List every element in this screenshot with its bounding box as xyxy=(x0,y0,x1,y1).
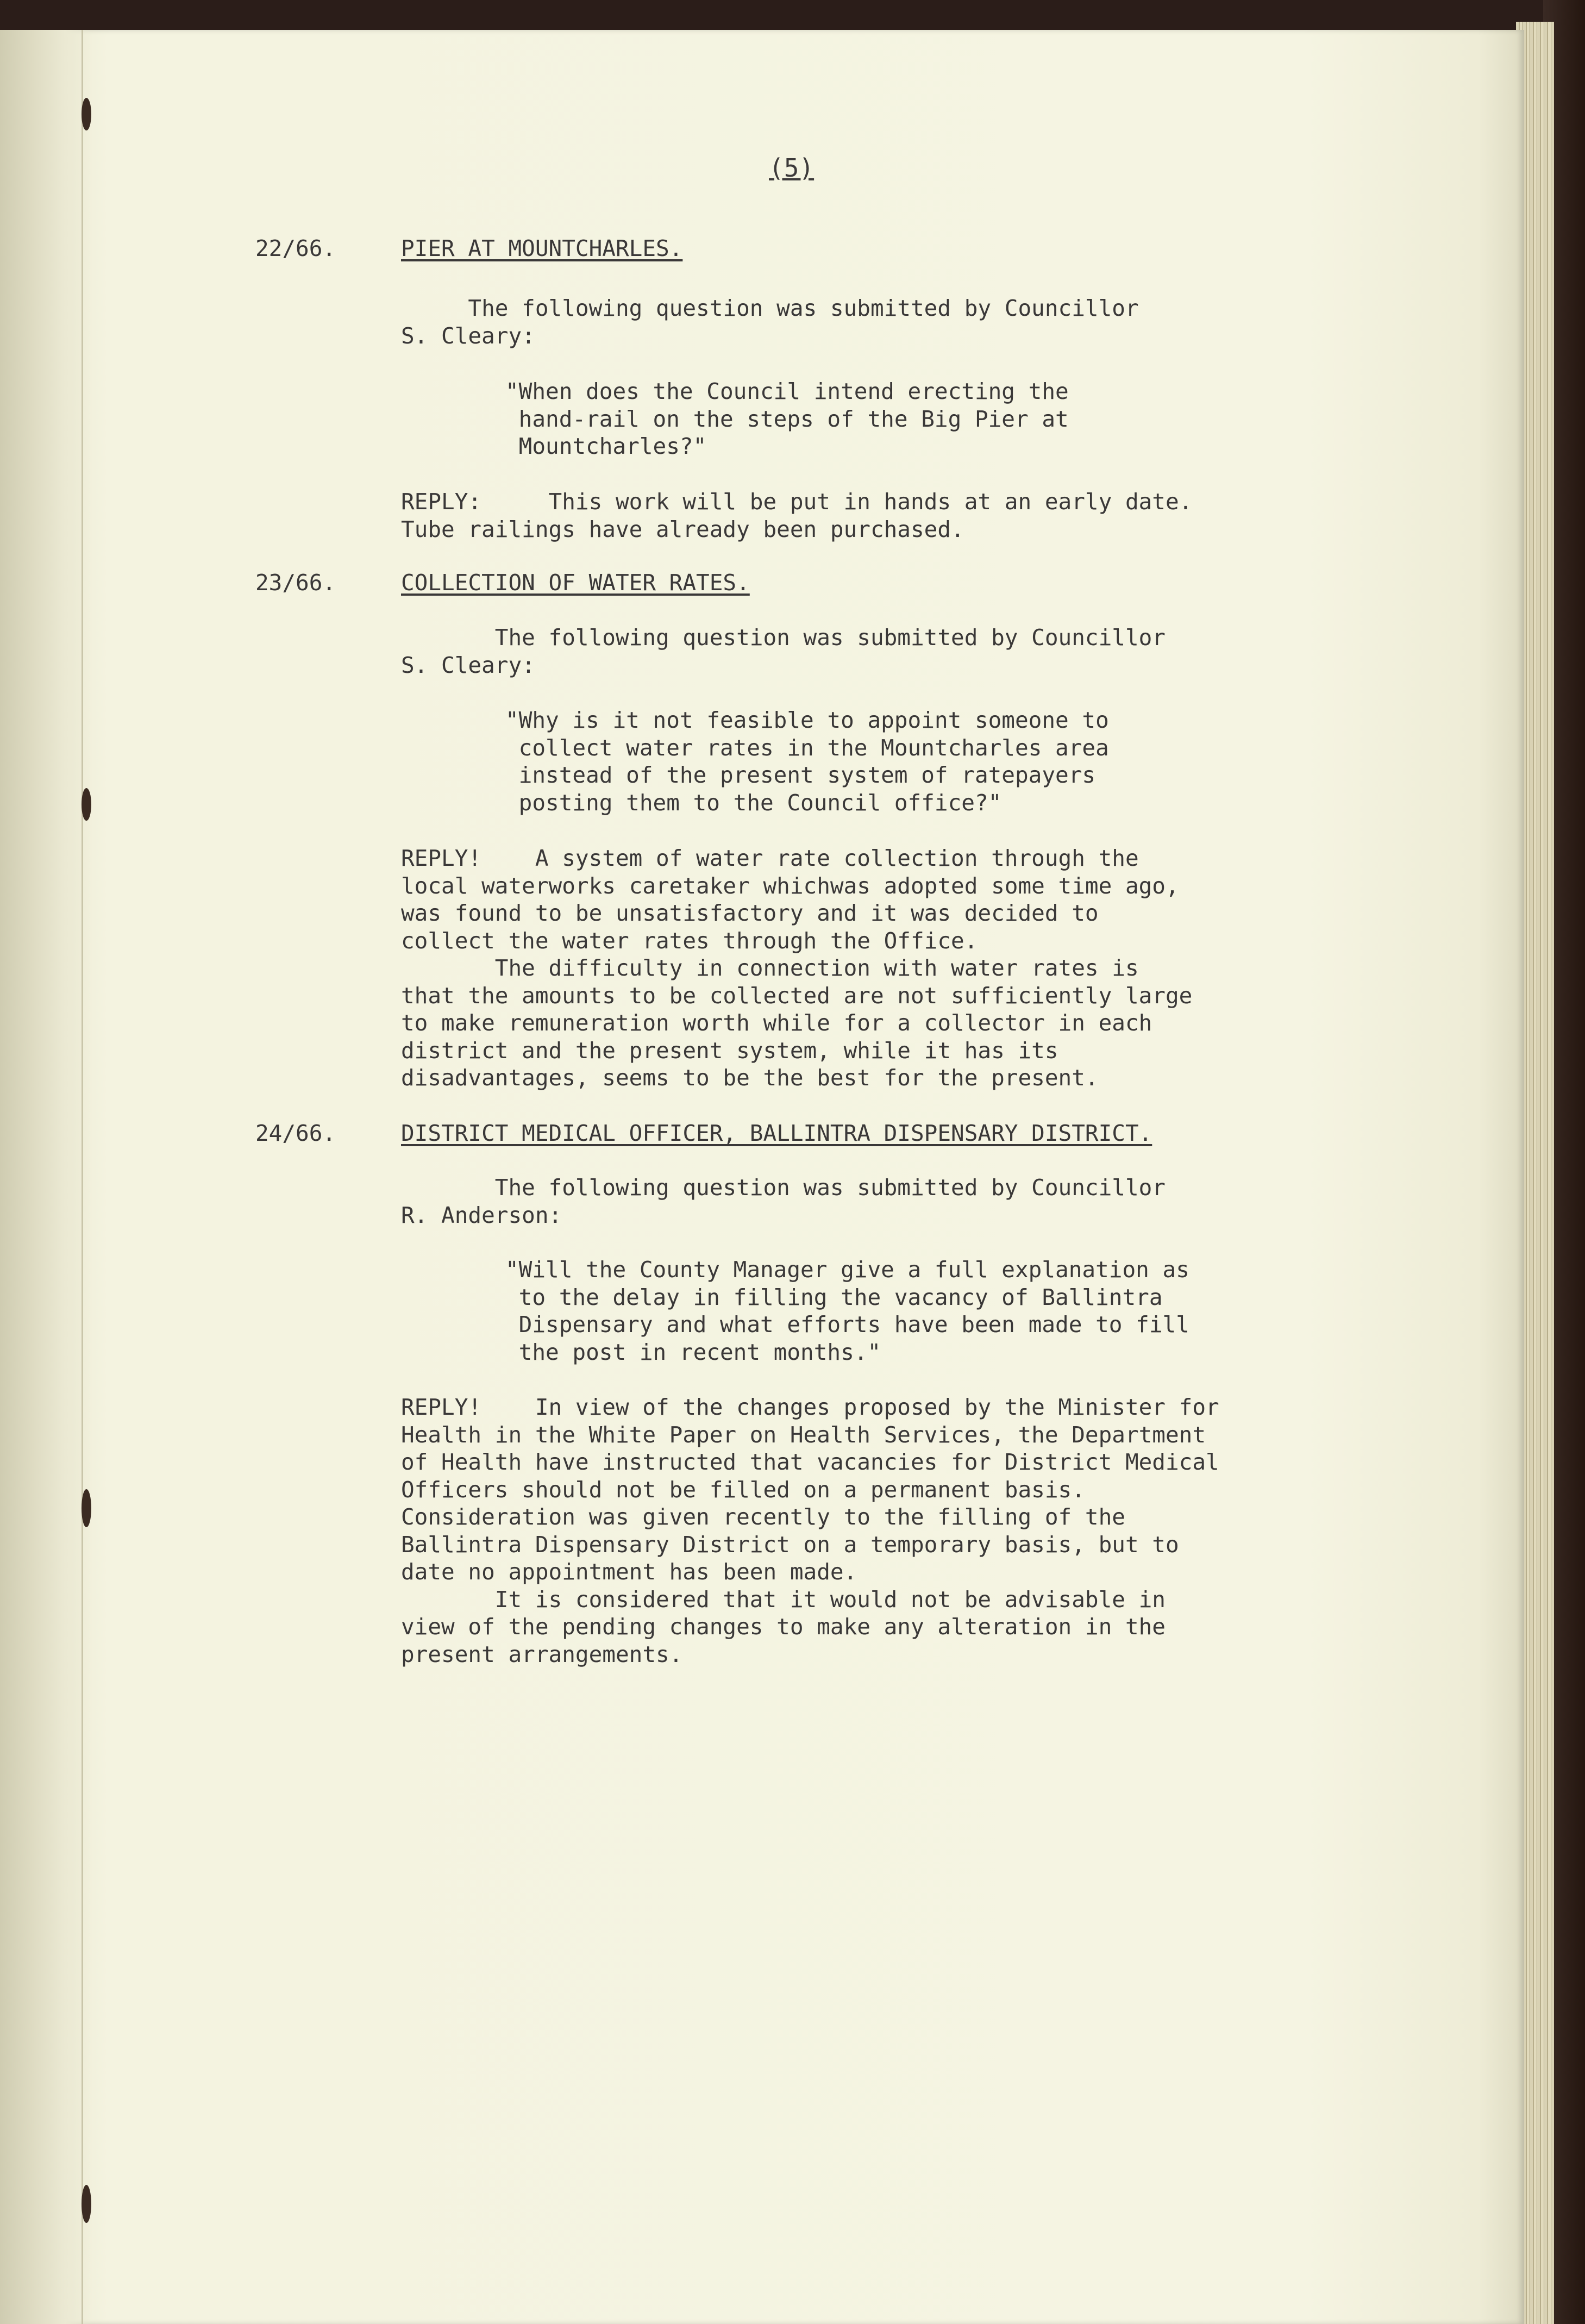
item-reply: REPLY! In view of the changes proposed by the Minister for Health in the White Paper on Health Services, the Department of Health have instructed that vacancies for District Medical Officers should not be filled on a permanent basis. Consideration was given recently to the filling of the Ballintra Dispensary District on a temporary basis, but to date no appointment has been made. It is considered that it would not be advisable in view of the pending changes to make any alteration in the present arrangements. xyxy=(401,1394,1219,1667)
gutter-fold-line xyxy=(82,30,83,2324)
item-number: 23/66. xyxy=(255,570,336,596)
item-reply: REPLY: This work will be put in hands at an early date. Tube railings have already been purchased. xyxy=(401,489,1193,542)
binding-hole xyxy=(82,2185,91,2223)
binding-hole xyxy=(82,1489,91,1527)
item-question: "Why is it not feasible to appoint someone to collect water rates in the Mountcharles area instead of the present system of ratepayers posting them to the Council office?" xyxy=(505,707,1109,816)
item-intro: The following question was submitted by Councillor R. Anderson: xyxy=(401,1175,1166,1228)
item-question: "When does the Council intend erecting the hand-rail on the steps of the Big Pier at Mountcharles?" xyxy=(505,378,1069,459)
page-number: (5) xyxy=(769,153,815,183)
item-number: 24/66. xyxy=(255,1120,336,1146)
binding-hole xyxy=(82,98,91,130)
item-intro: The following question was submitted by Councillor S. Cleary: xyxy=(401,295,1139,349)
item-intro: The following question was submitted by Councillor S. Cleary: xyxy=(401,624,1166,678)
item-heading: DISTRICT MEDICAL OFFICER, BALLINTRA DISPENSARY DISTRICT. xyxy=(401,1120,1152,1146)
item-heading: COLLECTION OF WATER RATES. xyxy=(401,570,750,596)
item-reply: REPLY! A system of water rate collection through the local waterworks caretaker whichwas adopted some time ago, was found to be unsatisfactory and it was decided to collect the water rates through the Office. The difficulty in connection with water rates is that the amounts to be collected are not sufficiently large to make remuneration worth while for a collector in each district and the present system, while it has its disadvantages, seems to be the best for the present. xyxy=(401,845,1193,1091)
item-number: 22/66. xyxy=(255,235,336,261)
item-heading: PIER AT MOUNTCHARLES. xyxy=(401,235,683,261)
binding-hole xyxy=(82,788,91,821)
item-question: "Will the County Manager give a full explanation as to the delay in filling the vacancy of Ballintra Dispensary and what efforts have been made to fill the post in recent months." xyxy=(505,1257,1189,1365)
binding-gutter xyxy=(0,30,92,2324)
